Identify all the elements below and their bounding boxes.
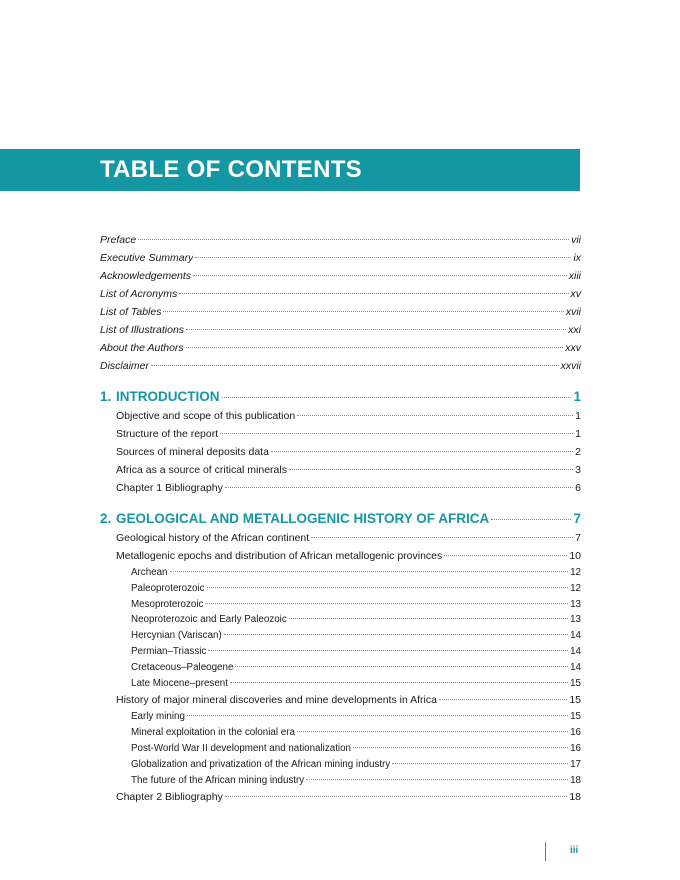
toc-entry-label: INTRODUCTION <box>116 389 220 404</box>
toc-entry-label: Globalization and privatization of the African mining industry <box>131 758 391 770</box>
chapter-heading[interactable] <box>100 387 581 407</box>
toc-entry-label: Executive Summary <box>100 252 194 264</box>
front-matter-entry[interactable] <box>100 303 581 321</box>
dot-leader <box>311 537 573 538</box>
dot-leader <box>170 571 569 572</box>
subsection-entry[interactable] <box>100 644 581 660</box>
toc-entry-page: xxvii <box>560 360 581 372</box>
front-matter-entry[interactable] <box>100 249 581 267</box>
toc-entry-page: 2 <box>575 446 581 458</box>
toc-entry-label: History of major mineral discoveries and mine developments in Africa <box>116 694 437 707</box>
toc-entry-label: Early mining <box>131 711 185 723</box>
subsection-entry[interactable] <box>100 725 581 741</box>
toc-entry-page: 17 <box>570 758 581 770</box>
toc-entry-label: Mesoproterozoic <box>131 598 204 610</box>
dot-leader <box>208 650 568 651</box>
toc-entry-label: Post-World War II development and nationalization <box>131 742 351 754</box>
toc-entry-page: 1 <box>575 428 581 440</box>
dot-leader <box>222 397 572 398</box>
front-matter-entry[interactable] <box>100 321 581 339</box>
dot-leader <box>353 747 568 748</box>
section-entry[interactable] <box>100 691 581 709</box>
dot-leader <box>220 433 573 434</box>
chapter-number: 1. <box>100 389 112 404</box>
dot-leader <box>151 365 559 366</box>
toc-entry-page: 16 <box>570 727 581 739</box>
toc-entry-page: 10 <box>569 550 581 562</box>
toc-entry-label: List of Acronyms <box>100 288 178 300</box>
toc-entry-page: 16 <box>570 742 581 754</box>
dot-leader <box>207 587 569 588</box>
toc-entry-label: Preface <box>100 234 137 246</box>
section-entry[interactable] <box>100 407 581 425</box>
section-entry[interactable] <box>100 461 581 479</box>
toc-entry-label: Africa as a source of critical minerals <box>116 464 287 476</box>
toc-entry-page: xxv <box>565 342 581 354</box>
toc-entry-label: Hercynian (Variscan) <box>131 630 222 642</box>
toc-entry-page: xvii <box>565 306 581 318</box>
dot-leader <box>179 293 568 294</box>
chapter-number: 2. <box>100 511 112 526</box>
footer-divider <box>545 842 546 861</box>
toc-entry-page: 1 <box>575 410 581 422</box>
toc-entry-page: 13 <box>570 614 581 626</box>
toc-entry-page: 15 <box>570 711 581 723</box>
dot-leader <box>271 451 573 452</box>
toc-entry-label: List of Illustrations <box>100 324 185 336</box>
dot-leader <box>186 347 564 348</box>
dot-leader <box>297 415 573 416</box>
dot-leader <box>225 487 573 488</box>
toc-entry-page: xiii <box>568 270 581 282</box>
dot-leader <box>224 634 568 635</box>
toc-entry-label: Acknowledgements <box>100 270 192 282</box>
subsection-entry[interactable] <box>100 612 581 628</box>
front-matter-entry[interactable] <box>100 285 581 303</box>
dot-leader <box>195 257 571 258</box>
section-entry[interactable] <box>100 529 581 547</box>
dot-leader <box>306 779 568 780</box>
toc-entry-label: Geological history of the African continent <box>116 532 310 544</box>
dot-leader <box>187 715 568 716</box>
table-of-contents <box>100 231 581 806</box>
section-entry[interactable] <box>100 425 581 443</box>
toc-entry-label: Objective and scope of this publication <box>116 410 296 422</box>
toc-entry-label: Archean <box>131 567 168 578</box>
toc-entry-label: Paleoproterozoic <box>131 582 205 594</box>
chapter-heading[interactable] <box>100 509 581 529</box>
subsection-entry[interactable] <box>100 660 581 676</box>
subsection-entry[interactable] <box>100 709 581 725</box>
toc-entry-label: Structure of the report <box>116 428 219 440</box>
toc-entry-label: Late Miocene–present <box>131 677 228 689</box>
dot-leader <box>138 239 569 240</box>
dot-leader <box>392 763 568 764</box>
dot-leader <box>163 311 563 312</box>
subsection-entry[interactable] <box>100 628 581 644</box>
subsection-entry[interactable] <box>100 676 581 692</box>
toc-entry-page: 14 <box>570 645 581 657</box>
subsection-entry[interactable] <box>100 581 581 597</box>
front-matter-entry[interactable] <box>100 267 581 285</box>
toc-entry-label: Disclaimer <box>100 360 150 372</box>
section-entry[interactable] <box>100 443 581 461</box>
dot-leader <box>186 329 566 330</box>
toc-entry-page: 15 <box>570 677 581 689</box>
toc-entry-page: 7 <box>573 511 581 526</box>
toc-entry-label: Metallogenic epochs and distribution of African metallogenic provinces <box>116 550 443 562</box>
dot-leader <box>444 555 567 556</box>
toc-entry-page: vii <box>571 234 581 246</box>
toc-entry-page: 18 <box>569 791 581 804</box>
front-matter-entry[interactable] <box>100 339 581 357</box>
subsection-entry[interactable] <box>100 757 581 773</box>
section-entry[interactable] <box>100 547 581 565</box>
toc-entry-label: The future of the African mining industry <box>131 774 305 786</box>
toc-entry-label: Neoproterozoic and Early Paleozoic <box>131 614 287 626</box>
dot-leader <box>491 519 571 520</box>
toc-entry-page: xv <box>570 288 581 300</box>
dot-leader <box>439 699 567 700</box>
toc-entry-page: 14 <box>570 630 581 642</box>
front-matter-entry[interactable] <box>100 231 581 249</box>
section-entry[interactable] <box>100 479 581 497</box>
dot-leader <box>225 796 567 797</box>
subsection-entry[interactable] <box>100 565 581 581</box>
toc-entry-page: 6 <box>575 482 581 494</box>
dot-leader <box>297 731 568 732</box>
toc-entry-label: Mineral exploitation in the colonial era <box>131 727 295 739</box>
dot-leader <box>193 275 567 276</box>
subsection-entry[interactable] <box>100 597 581 613</box>
dot-leader <box>235 666 568 667</box>
dot-leader <box>289 618 568 619</box>
title-banner <box>0 149 580 191</box>
front-matter-entry[interactable] <box>100 357 581 375</box>
toc-entry-page: 18 <box>570 774 581 786</box>
dot-leader <box>230 682 568 683</box>
subsection-entry[interactable] <box>100 741 581 757</box>
toc-entry-page: ix <box>573 252 581 264</box>
toc-entry-page: 15 <box>569 694 581 707</box>
toc-entry-page: 13 <box>570 598 581 610</box>
section-entry[interactable] <box>100 788 581 806</box>
toc-entry-label: Sources of mineral deposits data <box>116 446 269 458</box>
toc-entry-label: Chapter 1 Bibliography <box>116 482 223 494</box>
toc-entry-page: 14 <box>570 661 581 673</box>
toc-entry-label: Cretaceous–Paleogene <box>131 661 234 673</box>
toc-entry-page: 12 <box>570 582 581 594</box>
toc-entry-page: 12 <box>570 567 581 578</box>
toc-entry-label: GEOLOGICAL AND METALLOGENIC HISTORY OF AFRICA <box>116 511 490 526</box>
dot-leader <box>289 469 573 470</box>
toc-entry-page: 7 <box>575 532 581 544</box>
toc-entry-label: About the Authors <box>100 342 184 354</box>
toc-entry-label: List of Tables <box>100 306 162 318</box>
toc-entry-page: xxi <box>568 324 581 336</box>
page-title: TABLE OF CONTENTS <box>100 156 362 183</box>
toc-entry-label: Chapter 2 Bibliography <box>116 791 223 804</box>
dot-leader <box>205 603 568 604</box>
footer-page-number: iii <box>570 845 579 856</box>
subsection-entry[interactable] <box>100 773 581 789</box>
toc-entry-page: 3 <box>575 464 581 476</box>
toc-entry-label: Permian–Triassic <box>131 645 207 657</box>
toc-entry-page: 1 <box>573 389 581 404</box>
